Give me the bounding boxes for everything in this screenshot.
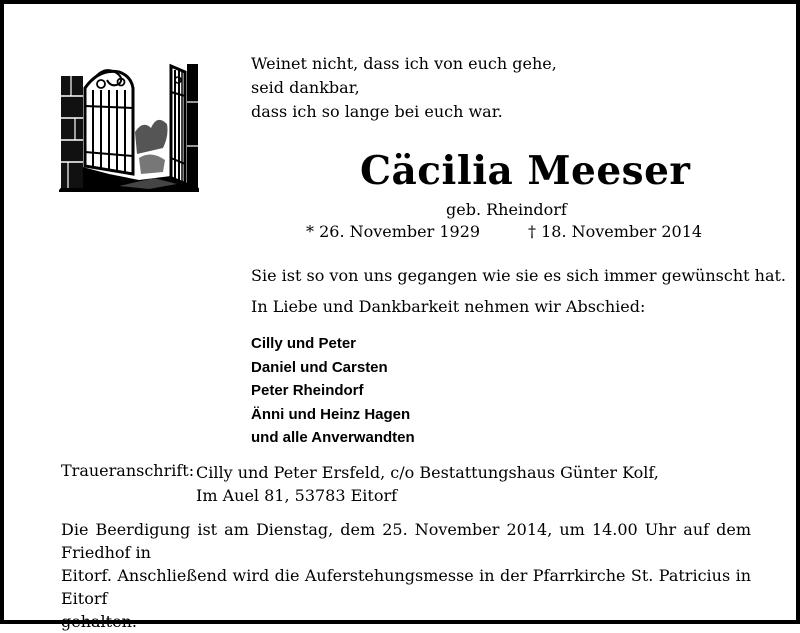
poem: [251, 52, 557, 124]
mourner-item: Cilly und Peter: [251, 335, 357, 352]
birth-date: * 26. November 1929: [306, 222, 481, 241]
funeral-line: Eitorf. Anschließend wird die Auferstehungsmesse in der Pfarrkirche St. Patricius in Eitorf: [61, 566, 751, 608]
address-line: Im Auel 81, 53783 Eitorf: [196, 486, 398, 505]
farewell-text: In Liebe und Dankbarkeit nehmen wir Abschied:: [251, 297, 646, 316]
mourner-item: Daniel und Carsten: [251, 358, 388, 376]
mourner-item: und alle Anverwandten: [251, 429, 415, 446]
death-date: † 18. November 2014: [528, 222, 703, 241]
address-line: Cilly und Peter Ersfeld, c/o Bestattungshaus Günter Kolf,: [196, 463, 659, 482]
funeral-line: gehalten.: [61, 612, 137, 631]
statement-text: Sie ist so von uns gegangen wie sie es sich immer gewünscht hat.: [251, 266, 786, 285]
poem-line: dass ich so lange bei euch war.: [251, 102, 503, 121]
funeral-info: [61, 518, 751, 633]
address-block: [196, 461, 659, 507]
mourner-item: Änni und Heinz Hagen: [251, 405, 411, 423]
address-label: Traueranschrift:: [61, 461, 195, 480]
mourner-item: Peter Rheindorf: [251, 382, 364, 399]
mourners-list: [251, 332, 415, 450]
funeral-line: Die Beerdigung ist am Dienstag, dem 25. November 2014, um 14.00 Uhr auf dem Friedhof in: [61, 520, 751, 562]
open-gate-icon: [59, 62, 199, 192]
birth-name: geb. Rheindorf: [446, 200, 567, 219]
poem-line: seid dankbar,: [251, 78, 360, 97]
deceased-name: Cäcilia Meeser: [360, 148, 691, 194]
poem-line: Weinet nicht, dass ich von euch gehe,: [251, 54, 557, 73]
